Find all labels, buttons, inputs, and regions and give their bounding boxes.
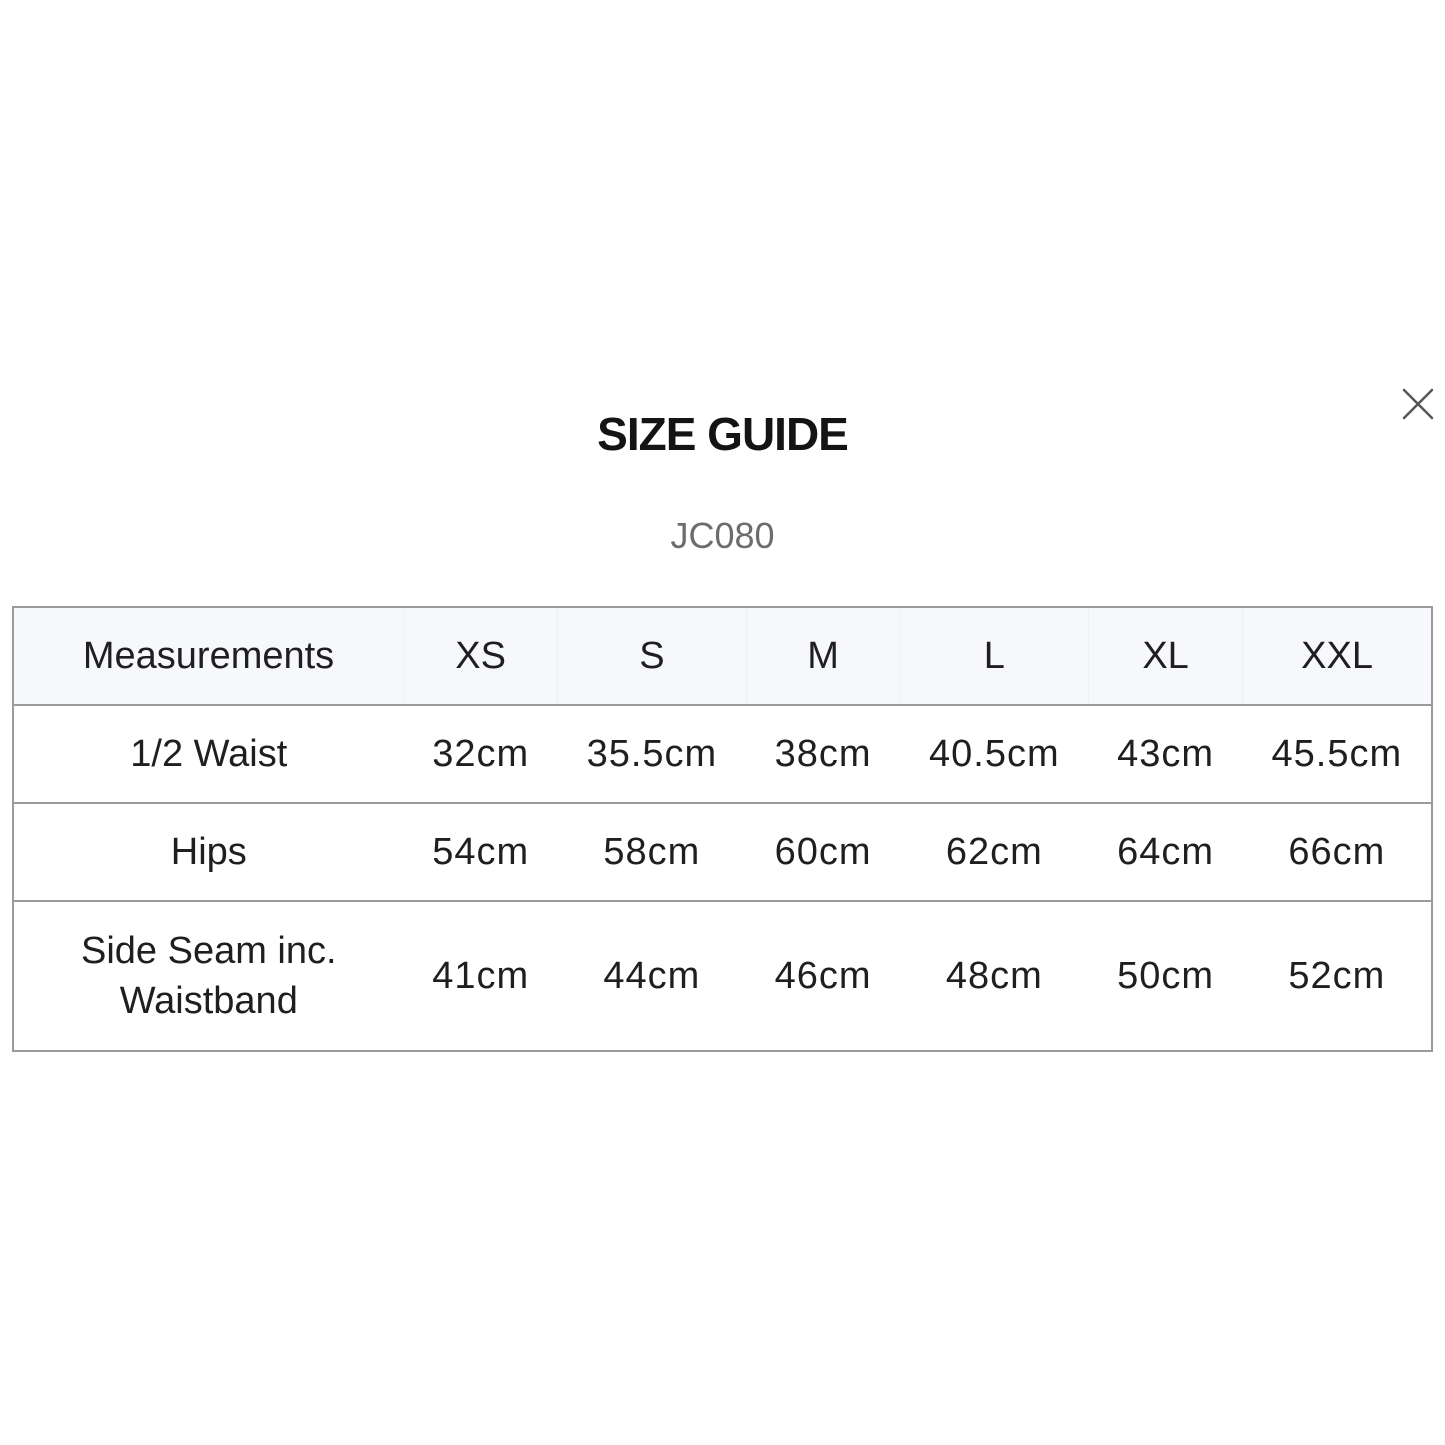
table-header-row: [13, 607, 1432, 705]
product-code: JC080: [670, 515, 775, 556]
table-cell: 60cm: [774, 830, 872, 873]
table-cell: 48cm: [945, 954, 1043, 997]
table-cell: 44cm: [603, 954, 701, 997]
table-cell: 43cm: [1117, 732, 1215, 775]
column-header-l: L: [900, 607, 1088, 705]
table-cell: 41cm: [432, 954, 530, 997]
column-header-xs: XS: [404, 607, 558, 705]
row-label: Side Seam inc. Waistband: [80, 930, 337, 1022]
column-header-measurements: Measurements: [13, 607, 404, 705]
table-cell: 40.5cm: [929, 732, 1060, 775]
table-cell: 45.5cm: [1271, 732, 1403, 775]
table-cell: 62cm: [945, 830, 1043, 873]
table-cell: 54cm: [432, 830, 530, 873]
table-cell: 66cm: [1288, 830, 1386, 873]
size-table: [12, 606, 1433, 1052]
row-label: Hips: [170, 831, 247, 873]
column-header-xxl: XXL: [1301, 634, 1373, 677]
table-cell: 58cm: [603, 830, 701, 873]
table-cell: 50cm: [1117, 954, 1215, 997]
table-cell: 38cm: [774, 732, 872, 775]
size-table-container: [12, 606, 1433, 1052]
column-header-m: M: [746, 607, 900, 705]
table-cell: 64cm: [1117, 830, 1215, 873]
dialog-title: SIZE GUIDE: [597, 408, 848, 460]
column-header-xl: XL: [1088, 607, 1242, 705]
row-label: 1/2 Waist: [130, 733, 288, 775]
column-header-s: S: [558, 607, 746, 705]
table-row: [13, 705, 1432, 803]
table-cell: 32cm: [432, 732, 530, 775]
table-cell: 52cm: [1288, 954, 1386, 997]
table-cell: 46cm: [774, 954, 872, 997]
table-cell: 35.5cm: [586, 732, 718, 775]
table-row: [13, 901, 1432, 1051]
table-row: [13, 803, 1432, 901]
